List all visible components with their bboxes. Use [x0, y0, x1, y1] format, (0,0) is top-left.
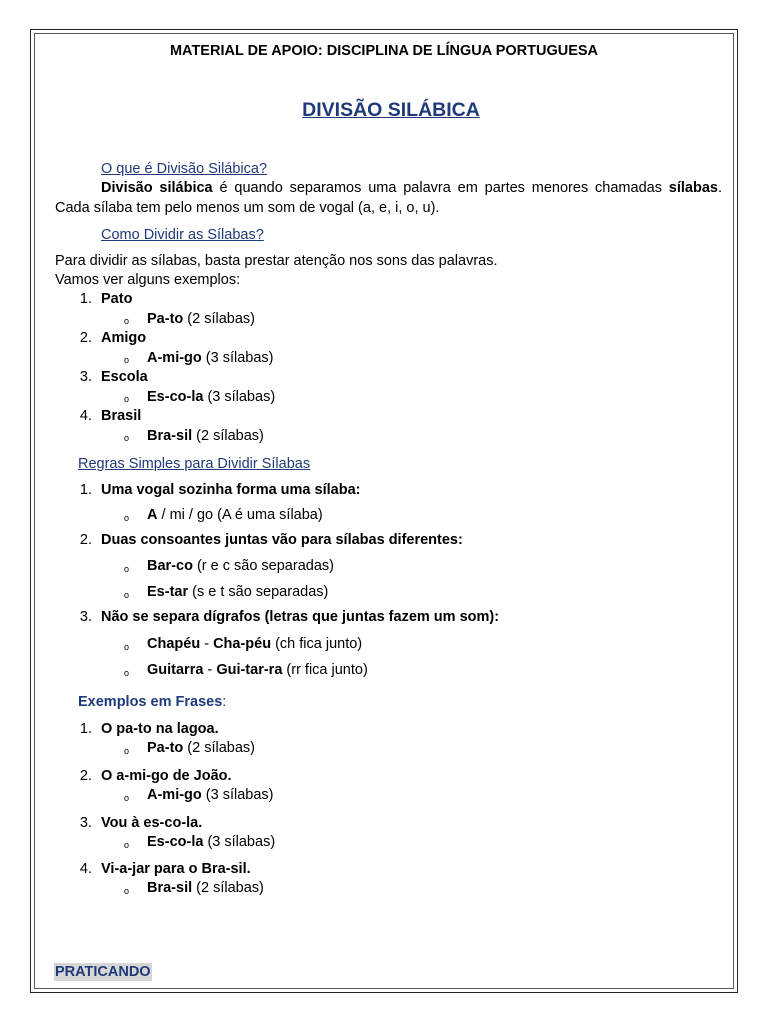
rule-example: Es-tar (s e t são separadas): [147, 584, 329, 600]
example-split: Bra-sil (2 sílabas): [147, 428, 264, 444]
list-number: 2.: [79, 532, 92, 548]
example-split: Es-co-la (3 sílabas): [147, 389, 276, 405]
section-heading-rules: Regras Simples para Dividir Sílabas: [78, 456, 311, 472]
bullet-icon: o: [124, 886, 130, 896]
term-silabas: sílabas: [668, 180, 718, 196]
sentence-split: A-mi-go (3 sílabas): [147, 787, 274, 803]
section-heading-what-is: O que é Divisão Silábica?: [101, 161, 268, 177]
bullet-icon: o: [124, 746, 130, 756]
example-word: Brasil: [101, 408, 142, 424]
list-number: 1.: [79, 482, 92, 498]
intro-line-2: Vamos ver alguns exemplos:: [55, 272, 241, 288]
rule-example: Bar-co (r e c são separadas): [147, 558, 334, 574]
document-header: MATERIAL DE APOIO: DISCIPLINA DE LÍNGUA PORTUGUESA: [169, 43, 599, 59]
bullet-icon: o: [124, 394, 130, 404]
list-number: 1.: [79, 721, 92, 737]
example-split: A-mi-go (3 sílabas): [147, 350, 274, 366]
list-number: 3.: [79, 815, 92, 831]
section-heading-how-to: Como Dividir as Sílabas?: [101, 227, 264, 243]
bullet-icon: o: [124, 355, 130, 365]
sentence-split: Pa-to (2 sílabas): [147, 740, 255, 756]
example-sentence: Vi-a-jar para o Bra-sil.: [101, 861, 251, 877]
example-word: Pato: [101, 291, 133, 307]
sentence-split: Es-co-la (3 sílabas): [147, 834, 276, 850]
definition-text-1: é quando separamos uma palavra em partes menores chamadas: [212, 180, 669, 196]
list-number: 3.: [79, 369, 92, 385]
list-number: 4.: [79, 861, 92, 877]
bullet-icon: o: [124, 564, 130, 574]
bullet-icon: o: [124, 513, 130, 523]
list-number: 1.: [79, 291, 92, 307]
rule-example: Guitarra - Gui-tar-ra (rr fica junto): [147, 662, 368, 678]
example-word: Escola: [101, 369, 148, 385]
definition-paragraph: [55, 179, 722, 218]
bullet-icon: o: [124, 840, 130, 850]
intro-line-1: Para dividir as sílabas, basta prestar atenção nos sons das palavras.: [55, 253, 498, 269]
bullet-icon: o: [124, 316, 130, 326]
example-split: Pa-to (2 sílabas): [147, 311, 255, 327]
rule-text: Duas consoantes juntas vão para sílabas diferentes:: [101, 532, 463, 548]
example-sentence: O a-mi-go de João.: [101, 768, 232, 784]
practice-label: PRATICANDO: [55, 964, 151, 980]
example-word: Amigo: [101, 330, 147, 346]
bullet-icon: o: [124, 433, 130, 443]
example-sentence: O pa-to na lagoa.: [101, 721, 219, 737]
rule-text: Uma vogal sozinha forma uma sílaba:: [101, 482, 361, 498]
section-heading-examples: Exemplos em Frases:: [78, 694, 227, 710]
rule-text: Não se separa dígrafos (letras que juntas fazem um som):: [101, 609, 500, 625]
sentence-split: Bra-sil (2 sílabas): [147, 880, 264, 896]
bullet-icon: o: [124, 590, 130, 600]
rule-example: A / mi / go (A é uma sílaba): [147, 507, 323, 523]
bullet-icon: o: [124, 642, 130, 652]
list-number: 2.: [79, 768, 92, 784]
list-number: 4.: [79, 408, 92, 424]
bullet-icon: o: [124, 668, 130, 678]
term-divisao-silabica: Divisão silábica: [101, 180, 213, 196]
bullet-icon: o: [124, 793, 130, 803]
definition-text-2: . Cada sílaba tem pelo menos um som de vogal (a, e, i, o, u).: [55, 180, 722, 216]
rule-example: Chapéu - Cha-péu (ch fica junto): [147, 636, 363, 652]
document-title: DIVISÃO SILÁBICA: [302, 99, 480, 121]
list-number: 3.: [79, 609, 92, 625]
list-number: 2.: [79, 330, 92, 346]
example-sentence: Vou à es-co-la.: [101, 815, 203, 831]
